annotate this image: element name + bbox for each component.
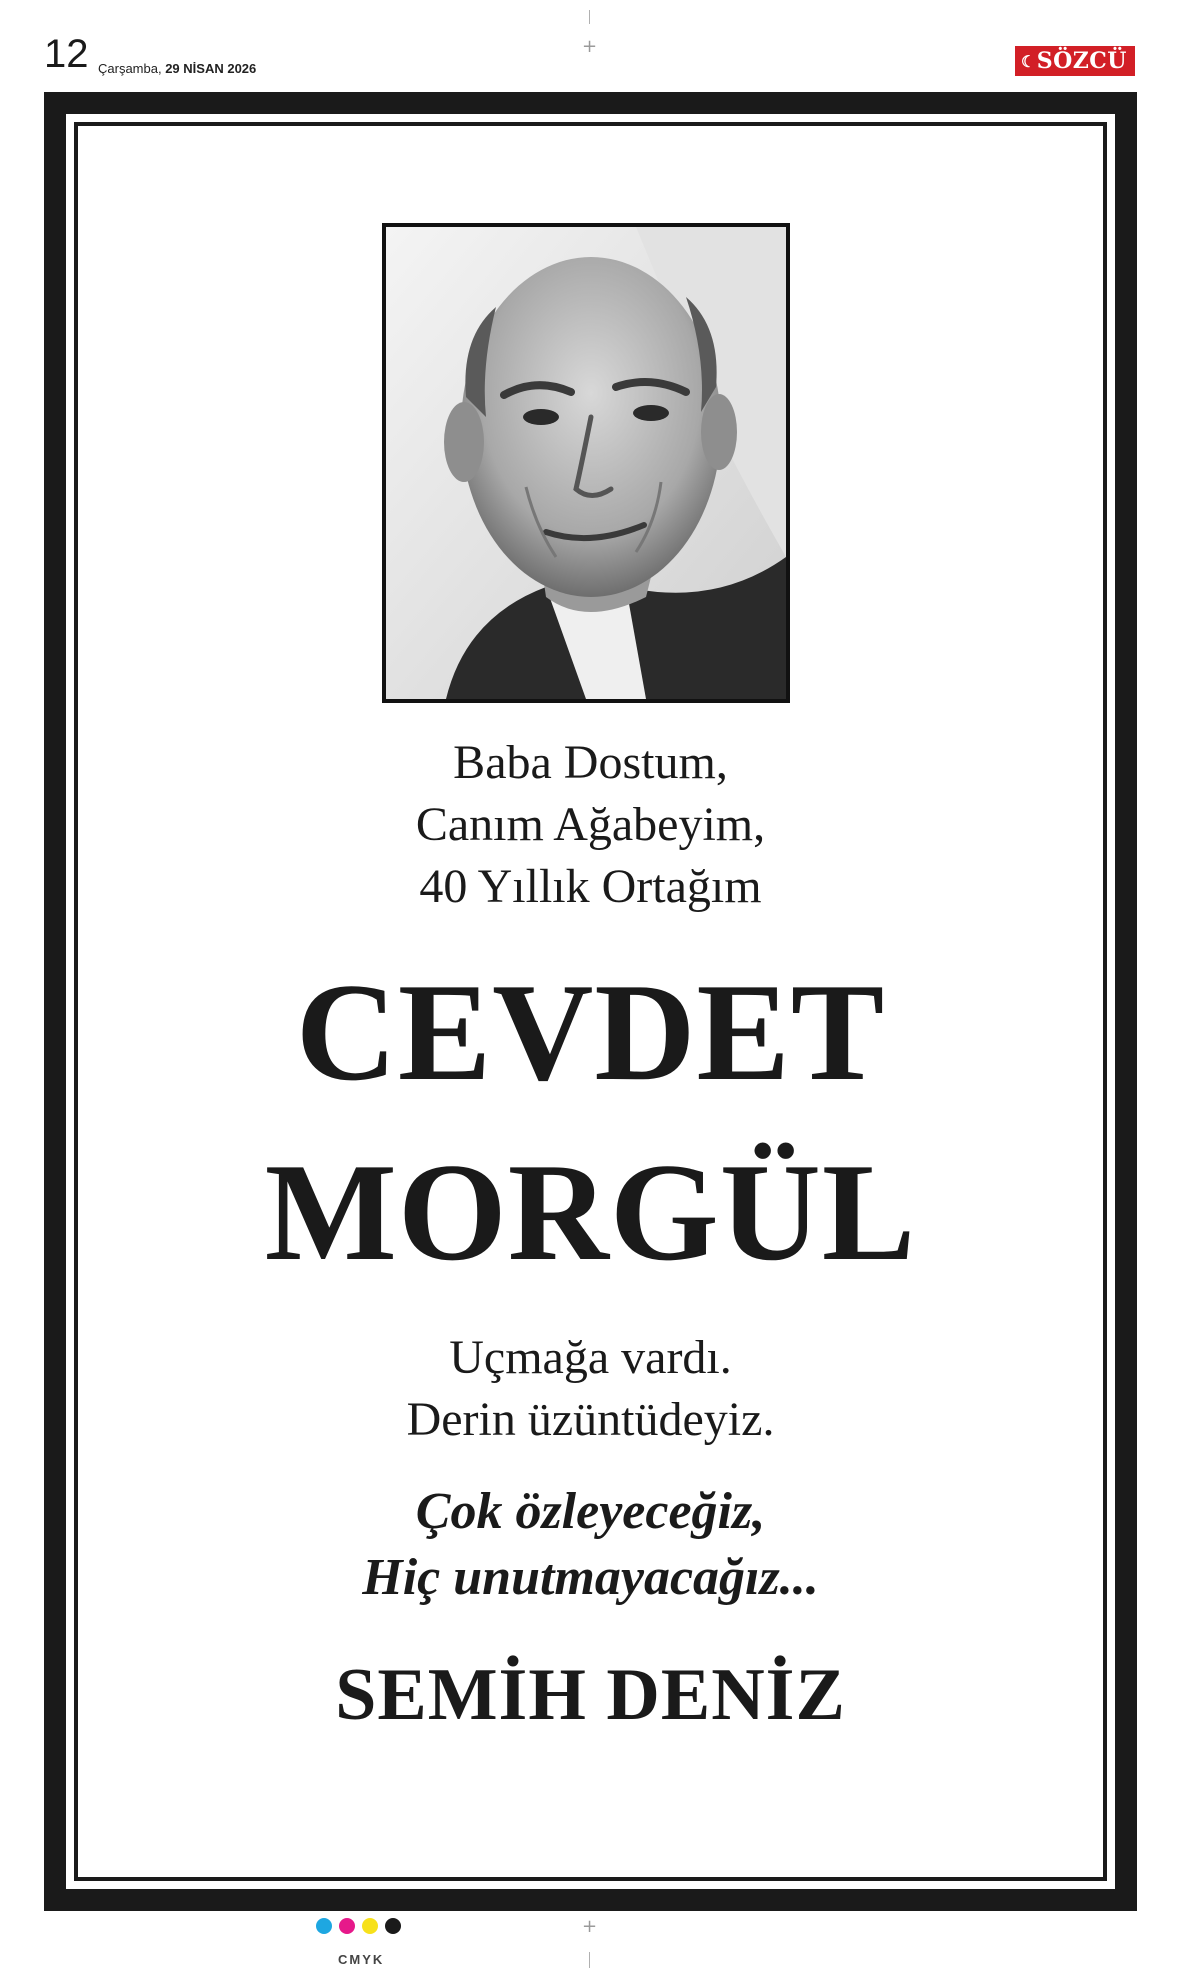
page-date-value: 29 NİSAN 2026 [165,61,257,76]
frame-inner-border [66,114,1115,1889]
brand-name: SÖZCÜ [1036,48,1127,74]
cmyk-label: CMYK [338,1952,385,1967]
cyan-dot-icon [316,1918,332,1934]
page-date [98,62,256,75]
intro-line: 40 Yıllık Ortağım [419,860,762,913]
deceased-first-name: CEVDET [295,955,886,1110]
registration-line [589,10,590,24]
registration-line [589,1952,590,1968]
page-number: 12 [44,32,89,76]
farewell-line: Çok özleyeceğiz, [415,1483,766,1540]
deceased-last-name: MORGÜL [264,1135,917,1290]
magenta-dot-icon [339,1918,355,1934]
cmyk-color-bar [316,1918,401,1934]
signature: SEMİH DENİZ [335,1654,846,1736]
message-line: Derin üzüntüdeyiz. [406,1393,775,1446]
crescent-star-icon: ☾ [1021,52,1036,71]
black-dot-icon [385,1918,401,1934]
portrait-photo-illustration [386,227,786,699]
frame-content-area [74,122,1107,1881]
intro-line: Baba Dostum, [453,736,728,789]
intro-line: Canım Ağabeyim, [415,798,766,851]
page-weekday: Çarşamba, [98,61,162,76]
yellow-dot-icon [362,1918,378,1934]
message-line: Uçmağa vardı. [449,1331,732,1384]
brand-logo [1015,46,1135,76]
obituary-frame [44,92,1137,1911]
registration-cross-icon: + [582,36,598,57]
portrait-photo [382,223,790,703]
farewell-line: Hiç unutmayacağız... [362,1549,819,1606]
registration-cross-icon: + [582,1916,598,1937]
